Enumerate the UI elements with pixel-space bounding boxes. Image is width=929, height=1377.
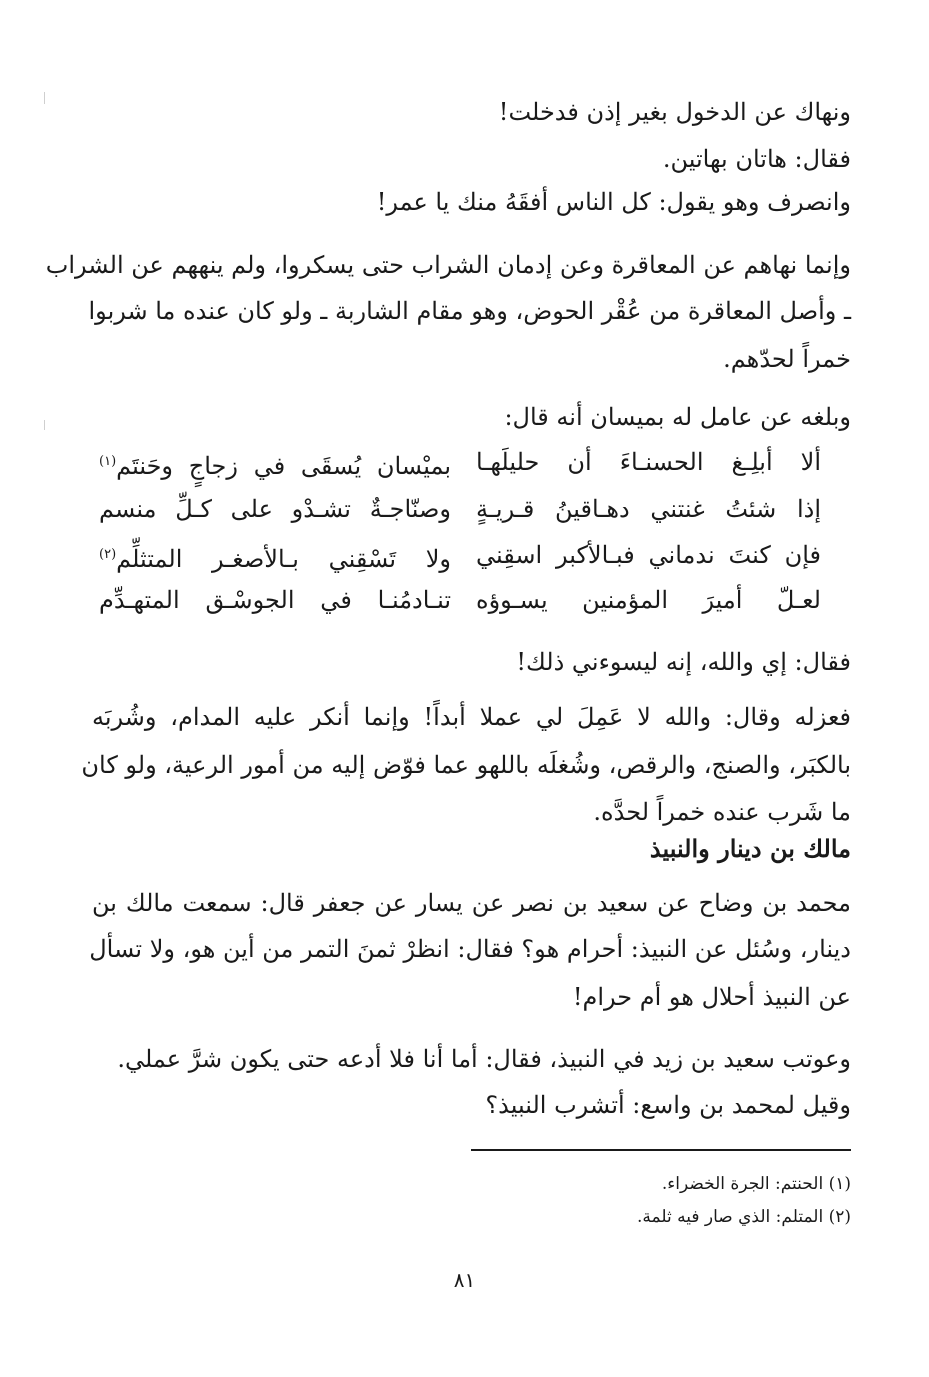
text-line: ـ وأصل المعاقرة من عُقْر الحوض، وهو مقام الشاربة ـ ولو كان عنده ما شربوا: [88, 297, 851, 325]
text-line: وقيل لمحمد بن واسع: أتشرب النبيذ؟: [485, 1091, 851, 1119]
text-line: عن النبيذ أحلال هو أم حرام!: [572, 983, 851, 1011]
poem-verse-second: [99, 492, 451, 526]
text-line: فعزله وقال: والله لا عَمِلَ لي عملا أبداً! وإنما أنكر عليه المدام، وشُربَه: [92, 703, 851, 731]
footnote-separator: [471, 1149, 851, 1151]
poem-verse-first: فإن كنتَ ندماني فبـالأكبر اسقِني: [476, 541, 821, 569]
text-line: ما شَرب عنده خمراً لحدَّه.: [593, 798, 851, 826]
poem-verse-second: [99, 538, 451, 576]
text-line: محمد بن وضاح عن سعيد بن نصر عن يسار عن جعفر قال: سمعت مالك بن: [92, 889, 851, 917]
text-line: وانصرف وهو يقول: كل الناس أفقَهُ منك يا عمر!: [376, 188, 851, 216]
section-heading: مالك بن دينار والنبيذ: [649, 834, 851, 863]
margin-mark: [44, 420, 45, 430]
text-line: دينار، وسُئل عن النبيذ: أحرام هو؟ فقال: انظرْ ثمنَ التمر من أين هو، ولا تسأل: [89, 935, 851, 963]
margin-mark: [44, 92, 45, 104]
text-line: وإنما نهاهم عن المعاقرة وعن إدمان الشراب حتى يسكروا، ولم ينههم عن الشراب: [45, 251, 851, 279]
page-number: ٨١: [453, 1268, 476, 1292]
poem-verse-first: لعـلّ أميرَ المؤمنين يسـوؤه: [476, 586, 821, 614]
verse-text: تنـادمُنـا في الجوسْـق المتهـدِّم: [99, 586, 451, 614]
text-line: ونهاك عن الدخول بغير إذن فدخلت!: [498, 98, 851, 126]
footnote: (٢) المتلم: الذي صار فيه ثلمة.: [637, 1207, 851, 1227]
text-line: خمراً لحدّهم.: [723, 345, 851, 373]
footnote-ref: (٢): [99, 547, 117, 562]
footnote: (١) الحنتم: الجرة الخضراء.: [661, 1174, 851, 1194]
verse-text: بميْسان يُسقَى في زجاجٍ وحَنتَم: [116, 452, 451, 480]
footnote-ref: (١): [99, 454, 117, 469]
text-line: وعوتب سعيد بن زيد في النبيذ، فقال: أما أنا فلا أدعه حتى يكون شرَّ عملي.: [117, 1045, 851, 1073]
poem-verse-second: [99, 445, 451, 483]
verse-text: وصنّاجـةٌ تشـدْو على كـلِّ منسم: [99, 495, 451, 523]
verse-text: ولا تَسْقِني بـالأصغـر المتثلِّم: [116, 545, 451, 573]
text-line: وبلغه عن عامل له بميسان أنه قال:: [504, 403, 851, 431]
text-line: فقال: إي والله، إنه ليسوءني ذلك!: [516, 648, 851, 676]
poem-verse-second: [99, 583, 451, 617]
poem-verse-first: إذا شئتُ غنتني دهـاقينُ قـريـةٍ: [476, 495, 821, 523]
text-line: فقال: هاتان بهاتين.: [662, 145, 851, 173]
poem-verse-first: ألا أبلِـغ الحسنـاءَ أن حليلَهـا: [476, 448, 821, 476]
text-line: بالكبَر، والصنج، والرقص، وشُغلَه باللهو عما فوّض إليه من أمور الرعية، ولو كان: [81, 751, 851, 779]
